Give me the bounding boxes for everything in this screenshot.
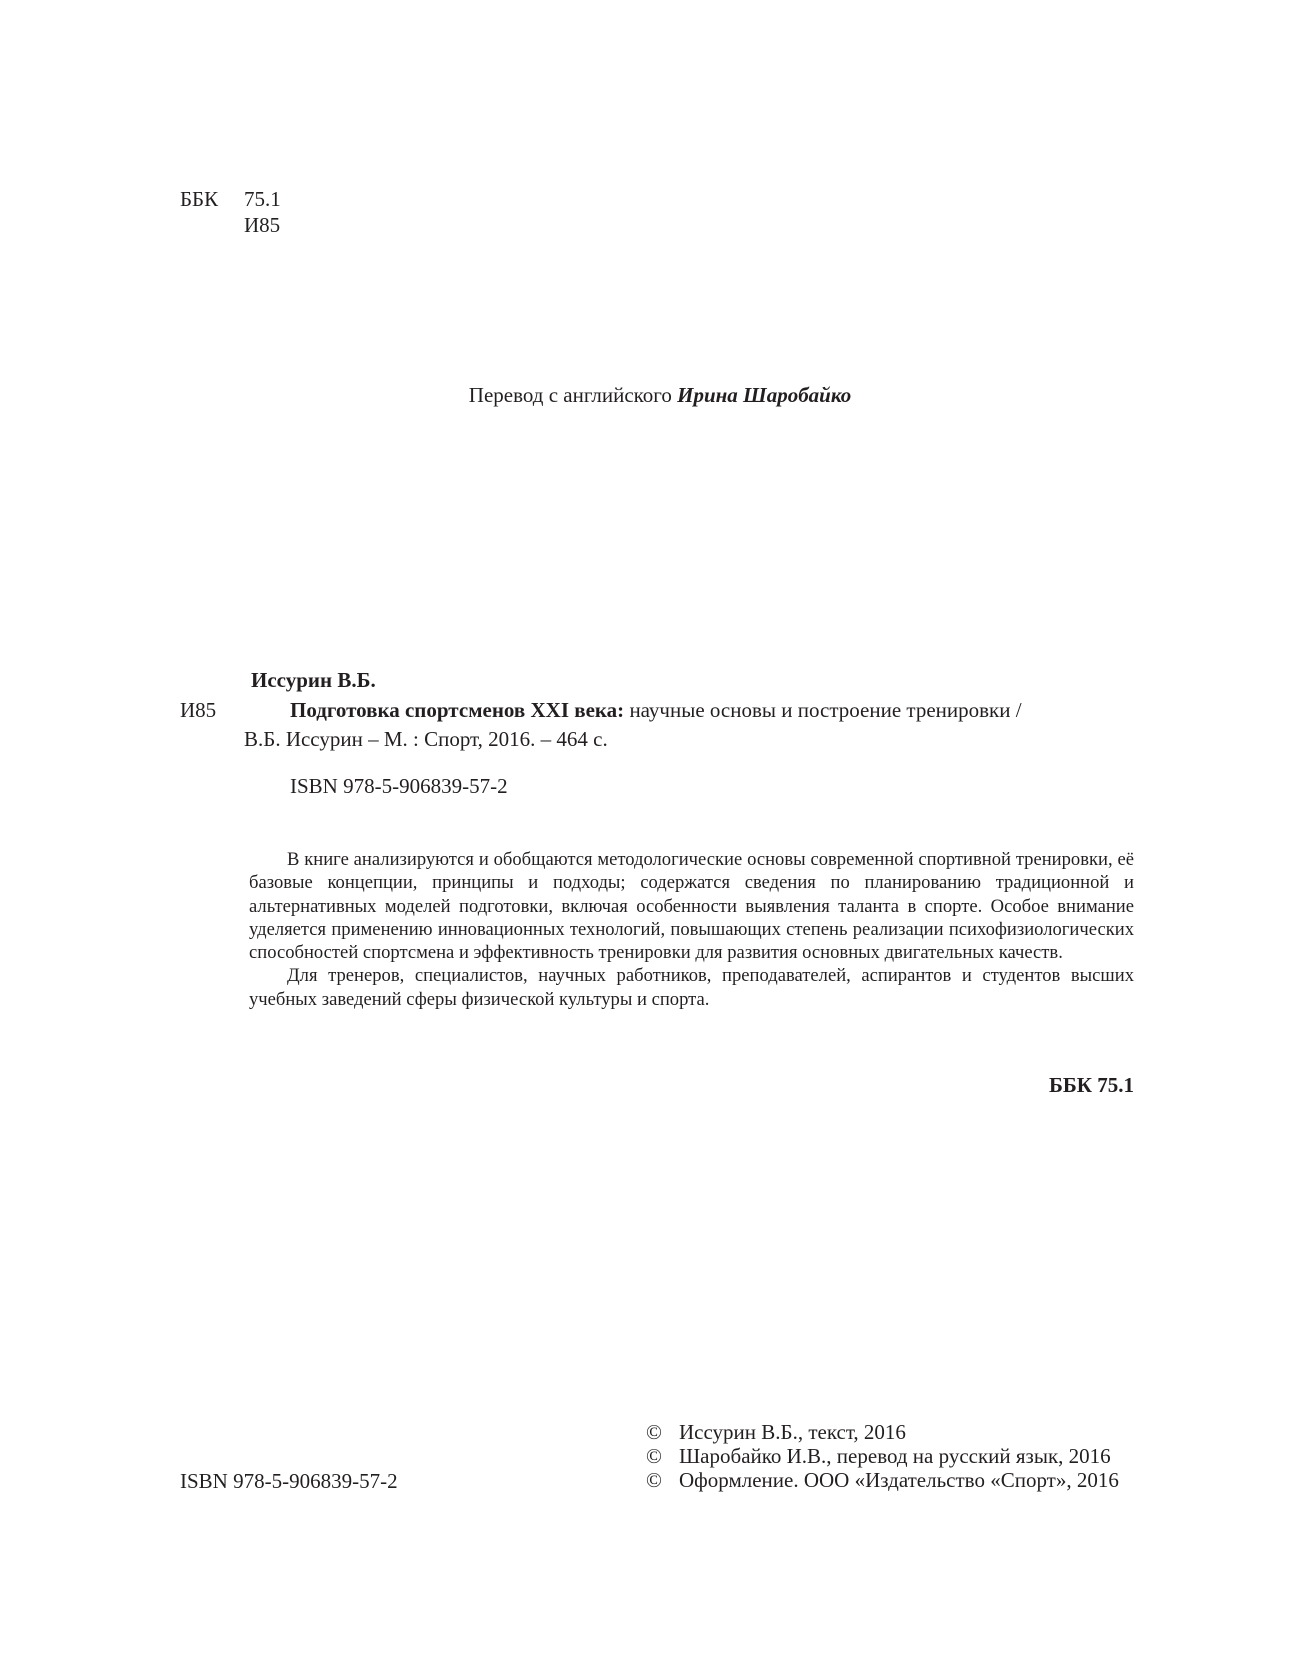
copyright-text: Иссурин В.Б., текст, 2016 <box>679 1420 906 1444</box>
copyright-item <box>646 1444 1119 1468</box>
translator-name: Ирина Шаробайко <box>677 383 852 407</box>
annotation-paragraph: Для тренеров, специалистов, научных работников, преподавателей, аспирантов и студентов высших учебных заведений сферы физической культуры и спорта. <box>249 965 1134 1010</box>
record-isbn: ISBN 978-5-906839-57-2 <box>290 774 508 798</box>
bbk-code: 75.1 <box>244 187 281 211</box>
copyright-item <box>646 1468 1119 1492</box>
copyright-symbol: © <box>646 1468 662 1492</box>
record-imprint: В.Б. Иссурин – М. : Спорт, 2016. – 464 с. <box>244 727 608 751</box>
author-index: И85 <box>244 213 281 237</box>
bbk-classification-bottom: ББК 75.1 <box>1049 1073 1134 1097</box>
annotation-paragraph: В книге анализируются и обобщаются методологические основы современной спортивной тренировки, её базовые концепции, принципы и подходы; содержатся сведения по планированию традиционной и альтернативных моделей подготовки, включая особенности выявления таланта в спорте. Особое внимание уделяется применению инновационных технологий, повышающих степень реализации психофизиологических способностей спортсмена и эффективность тренировки для развития основных двигательных качеств. <box>249 849 1134 964</box>
annotation <box>249 848 1134 1011</box>
copyright-list <box>646 1420 1119 1492</box>
copyright-symbol: © <box>646 1420 662 1444</box>
footer-isbn: ISBN 978-5-906839-57-2 <box>180 1469 398 1493</box>
copyright-symbol: © <box>646 1444 662 1468</box>
bbk-label: ББК <box>180 187 219 211</box>
record-title-line <box>290 697 1022 723</box>
record-title: Подготовка спортсменов XXI века: <box>290 698 625 722</box>
copyright-item <box>646 1420 1119 1444</box>
translator-line <box>0 382 1300 408</box>
translator-prefix: Перевод с английского <box>468 383 672 407</box>
copyright-text: Шаробайко И.В., перевод на русский язык, 2016 <box>679 1444 1111 1468</box>
record-subtitle: научные основы и построение тренировки / <box>624 698 1022 722</box>
bbk-classification-top <box>180 186 281 238</box>
record-author: Иссурин В.Б. <box>251 668 376 692</box>
copyright-text: Оформление. ООО «Издательство «Спорт», 2016 <box>679 1468 1119 1492</box>
record-author-index: И85 <box>180 698 217 722</box>
